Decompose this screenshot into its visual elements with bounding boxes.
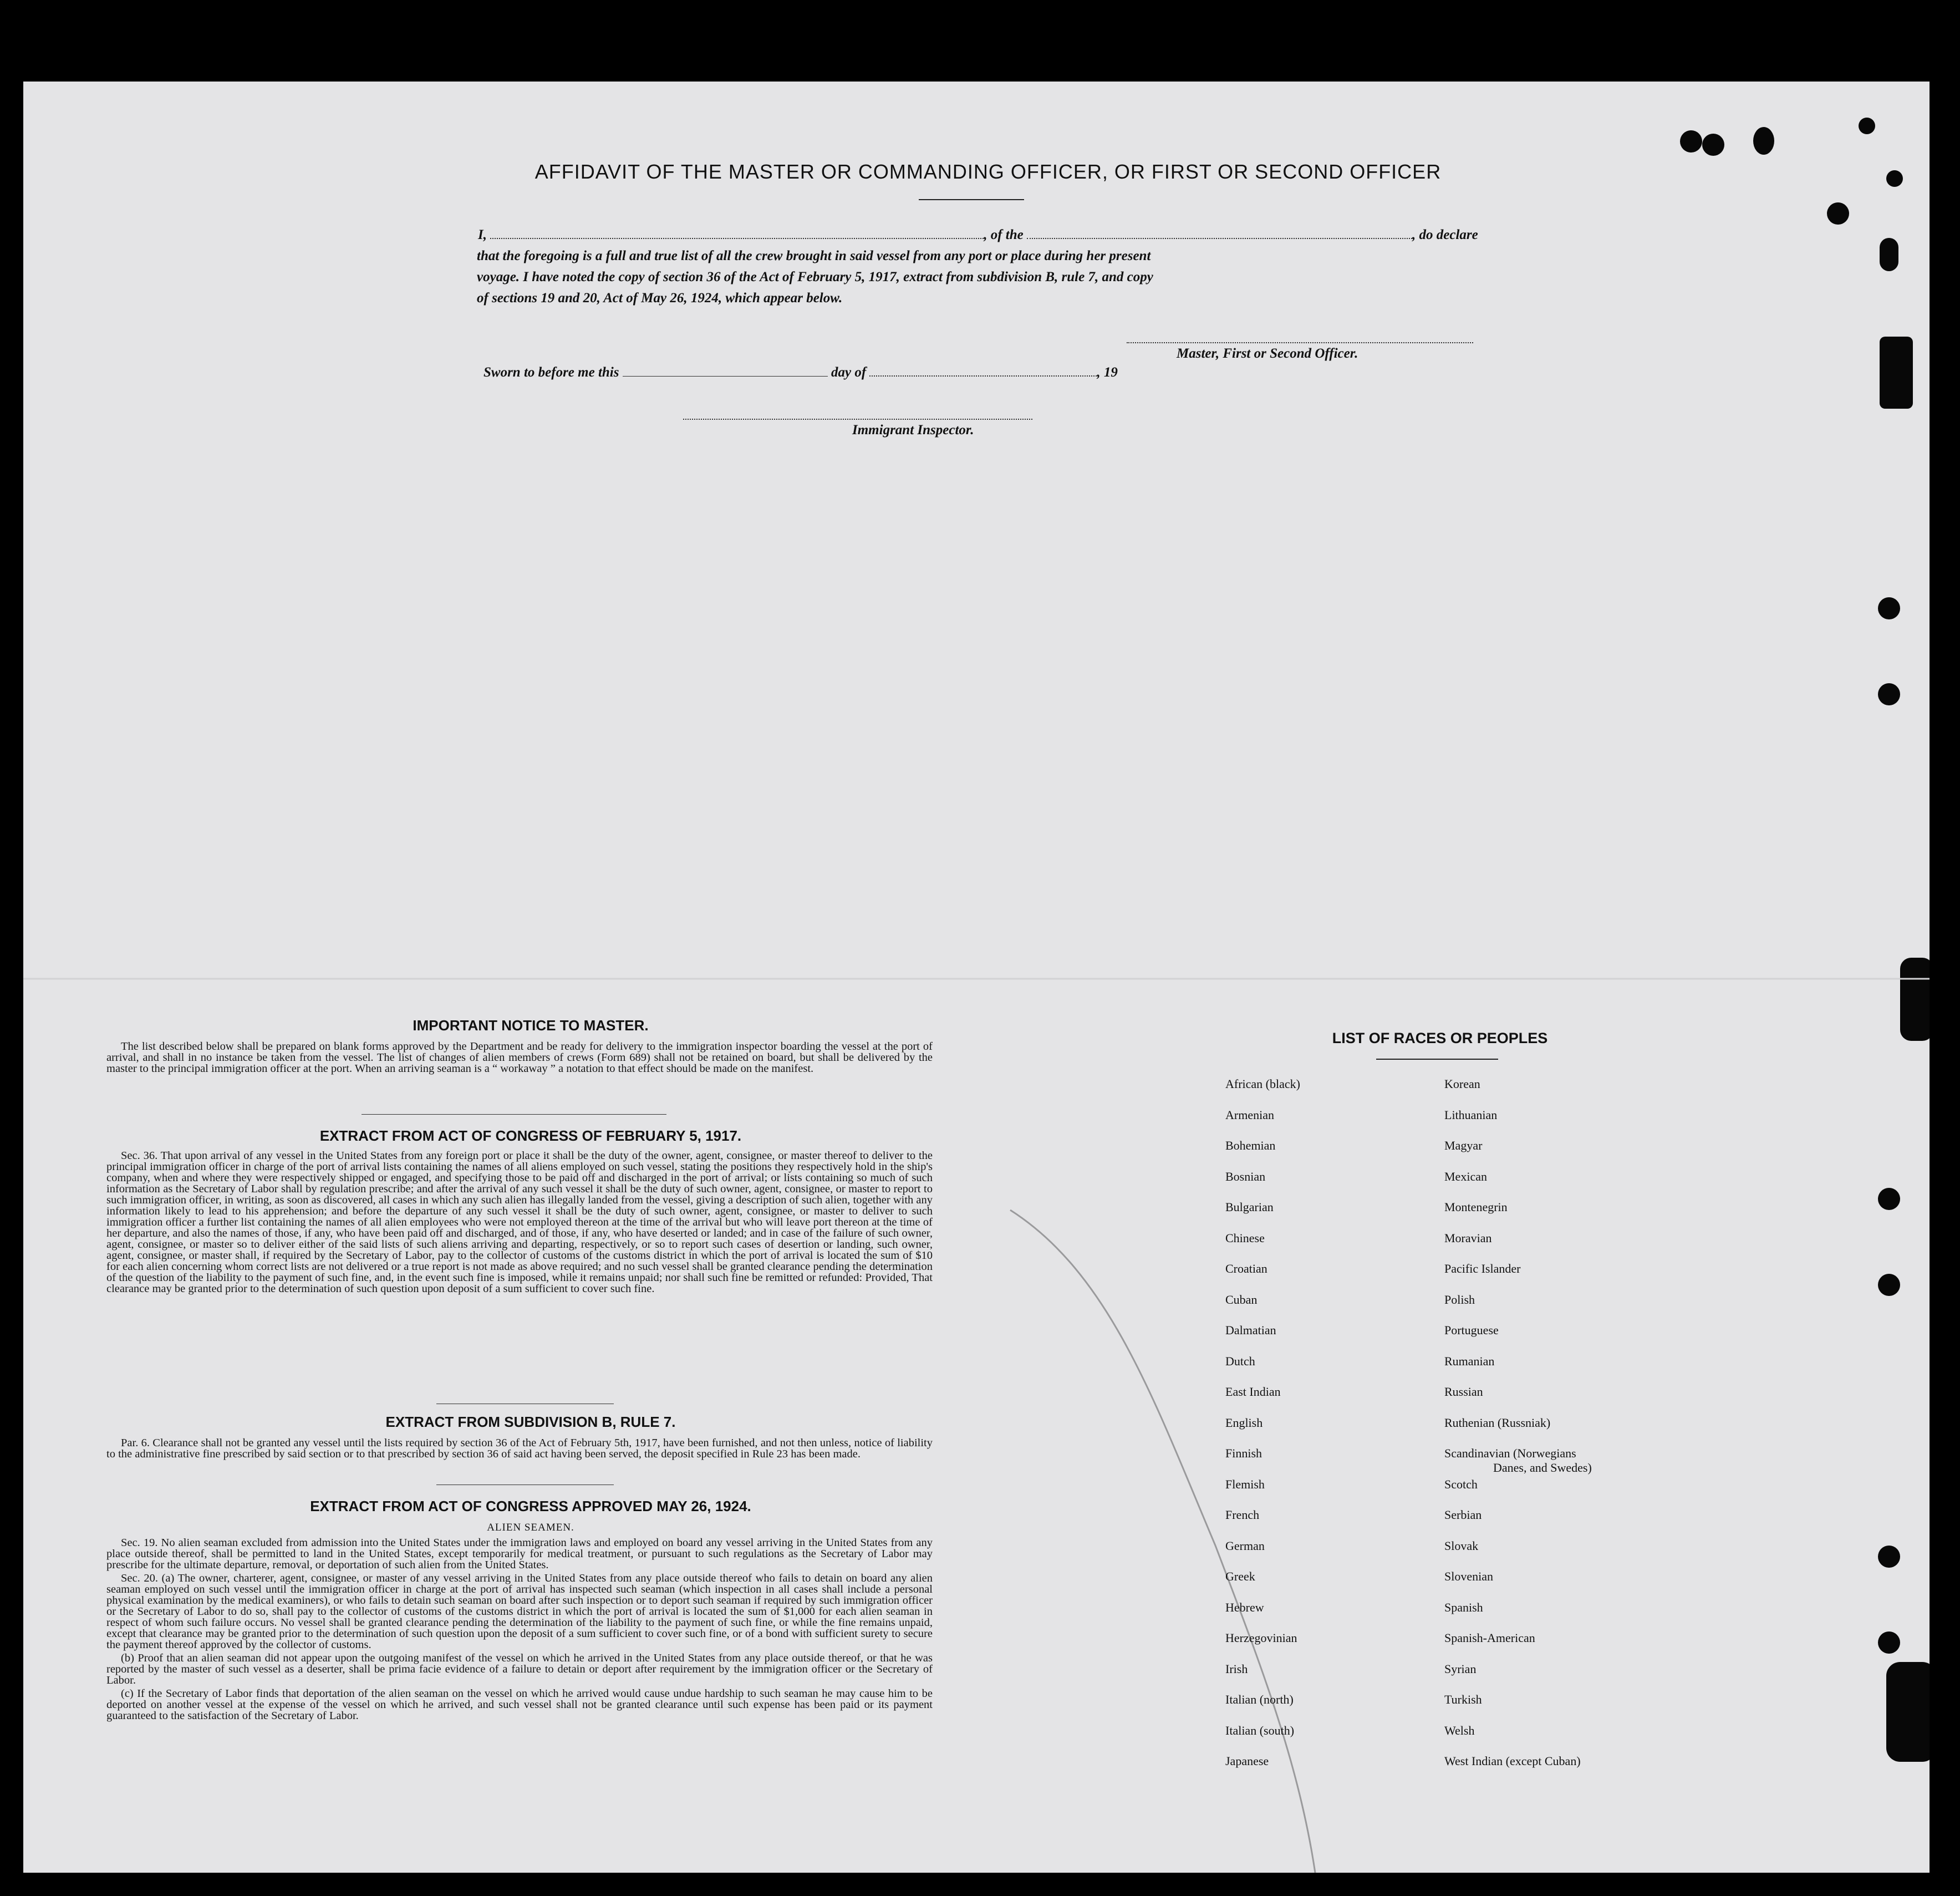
race-item: Cuban (1225, 1292, 1258, 1307)
section-36-paragraph: Sec. 36. That upon arrival of any vessel in the United States from any foreign port or place it shall be the duty of the owner, agent, consignee, or master thereof to deliver to the principal immigration officer in charge of the port of arrival lists containing the names of all aliens employed on such vessel, stating the positions they respectively hold in the ship's company, when and where they were respectively shipped or engaged, and specifying those to be paid off and discharged in the port of arrival; or lists containing so much of such information as the Secretary of Labor shall by regulation prescribe; and after the arrival of any such vessel it shall be the duty of such owner, agent, consignee, or master to report to such immigration officer, in writing, as soon as discovered, all cases in which any such alien has illegally landed from the vessel, giving a description of such alien, together with any information likely to lead to his apprehension; and before the departure of any such vessel it shall be the duty of such owner, agent, consignee, or master to deliver to such immigration officer a further list containing the names of all alien employees who were not employed thereon at the time of the arrival but who will leave port thereon at the time of her departure, and also the names of those, if any, who have been paid off and discharged, and of those, if any, who have deserted or landed; and in case of the failure of such owner, agent, consignee, or master so to deliver either of the said lists of such aliens arriving and departing, respectively, or so to report such cases of desertion or landing, such owner, agent, consignee, or master shall, if required by the Secretary of Labor, pay to the collector of customs of the customs district in which the port of arrival is located the sum of $10 for each alien concerning whom correct lists are not delivered or a true report is not made as above required; and no such vessel shall be granted clearance pending the determination of the question of the liability to the payment of such fine, and, in the event such fine is imposed, while it remains unpaid; nor shall such fine be remitted or refunded: Provided, That clearance may be granted prior to the determination of such question upon deposit of a sum sufficient to cover such fine. (106, 1150, 933, 1295)
par-6-paragraph: Par. 6. Clearance shall not be granted any vessel until the lists required by section 36 of the Act of February 5th, 1917, have been furnished, and not then unless, notice of liability to the administrative fine prescribed by said section or to that prescribed by section 36 of said act having been served, the deposit specified in Rule 23 has been made. (106, 1437, 933, 1460)
race-item: Irish (1225, 1661, 1248, 1676)
rule-7-text (106, 1437, 933, 1462)
race-item: Finnish (1225, 1446, 1262, 1460)
race-item: English (1225, 1415, 1263, 1430)
race-item: Italian (south) (1225, 1723, 1295, 1737)
affidavit-line-4: of sections 19 and 20, Act of May 26, 1924, which appear below. (477, 291, 843, 306)
race-item: Bulgarian (1225, 1200, 1274, 1214)
race-item: Montenegrin (1444, 1200, 1508, 1214)
month-field[interactable] (869, 363, 1097, 377)
do-declare-label: , do declare (1412, 227, 1478, 242)
separator (362, 1114, 666, 1115)
race-item: Rumanian (1444, 1354, 1495, 1368)
day-field[interactable] (623, 364, 828, 377)
race-item: Scandinavian (Norwegians Danes, and Swedes) (1444, 1446, 1592, 1475)
race-item: Ruthenian (Russniak) (1444, 1415, 1551, 1430)
sec-19-paragraph: Sec. 19. No alien seaman excluded from admission into the United States under the immigration laws and employed on board any vessel arriving in the United States from any place outside thereof, shall be permitted to land in the United States, except temporarily for medical treatment, or pursuant to such regulations as the Secretary of Labor may prescribe for the ultimate departure, removal, or deportation of such alien from the United States. (106, 1537, 933, 1571)
race-item: Flemish (1225, 1477, 1265, 1491)
notice-text (106, 1041, 933, 1076)
rule-7-title: EXTRACT FROM SUBDIVISION B, RULE 7. (385, 1414, 676, 1430)
inspector-signature-label: Immigrant Inspector. (852, 423, 974, 438)
race-item: Greek (1225, 1569, 1255, 1583)
extract-1917-title: EXTRACT FROM ACT OF CONGRESS OF FEBRUARY 5, 1917. (319, 1127, 742, 1144)
affidavit-line-1 (478, 225, 1518, 246)
race-item: Bosnian (1225, 1169, 1266, 1183)
race-item: Scotch (1444, 1477, 1478, 1491)
race-item: Croatian (1225, 1262, 1267, 1275)
races-rule (1376, 1059, 1498, 1060)
race-item: Slovak (1444, 1538, 1479, 1553)
race-item: Lithuanian (1444, 1107, 1498, 1122)
races-column-1 (1225, 1077, 1300, 1785)
extract-1924-text (106, 1537, 933, 1724)
sec-20a-paragraph: Sec. 20. (a) The owner, charterer, agent, consignee, or master of any vessel arriving in the United States from any place outside thereof who fails to detain on board any alien seaman employed on such vessel until the immigration officer in charge at the port of arrival has inspected such seaman (which inspection in all cases shall include a personal physical examination by the medical examiners), or who fails to detain such seaman on board after such inspection or to deport such seaman if required by such immigration officer or the Secretary of Labor to do so, shall pay to the collector of customs of the customs district in which the port of arrival is located the sum of $1,000 for each alien seaman in respect of whom such failure occurs. No vessel shall be granted clearance pending the determination of the liability to the payment of such fine, or while the fine remains unpaid, except that clearance may be granted prior to the determination of such question upon the deposit of a sum sufficient to cover such fine, or of a bond with sufficient surety to secure the payment thereof approved by the collector of customs. (106, 1572, 933, 1651)
race-item: Bohemian (1225, 1138, 1276, 1152)
races-column-2 (1444, 1077, 1592, 1785)
race-item: Mexican (1444, 1169, 1487, 1183)
notice-title: IMPORTANT NOTICE TO MASTER. (413, 1017, 649, 1034)
race-item: Polish (1444, 1292, 1475, 1307)
affidavit-title: AFFIDAVIT OF THE MASTER OR COMMANDING OFFICER, OR FIRST OR SECOND OFFICER (534, 160, 1442, 183)
race-item: East Indian (1225, 1385, 1281, 1399)
race-item: Welsh (1444, 1723, 1475, 1737)
title-rule (919, 199, 1024, 200)
race-item: Syrian (1444, 1661, 1477, 1676)
race-item: Magyar (1444, 1138, 1483, 1152)
extract-1917-text (106, 1150, 933, 1297)
race-item: Serbian (1444, 1508, 1482, 1522)
race-item: Dalmatian (1225, 1323, 1276, 1337)
race-item: Herzegovinian (1225, 1631, 1297, 1645)
race-item: Pacific Islander (1444, 1262, 1521, 1275)
document-page (23, 82, 1930, 1873)
inspector-signature-line[interactable] (683, 419, 1032, 420)
race-item: Spanish (1444, 1600, 1483, 1614)
race-item: African (black) (1225, 1077, 1300, 1091)
sworn-line (483, 362, 1118, 383)
race-item: Dutch (1225, 1354, 1255, 1368)
race-item: Japanese (1225, 1754, 1269, 1768)
day-of-label: day of (831, 365, 867, 380)
race-item: Moravian (1444, 1231, 1492, 1245)
race-item: Turkish (1444, 1692, 1482, 1706)
alien-seamen-subtitle: ALIEN SEAMEN. (487, 1522, 574, 1533)
race-item: Hebrew (1225, 1600, 1264, 1614)
race-item: Italian (north) (1225, 1692, 1294, 1706)
of-the-label: , of the (984, 227, 1024, 242)
extract-1924-title: EXTRACT FROM ACT OF CONGRESS APPROVED MAY 26, 1924. (310, 1498, 751, 1514)
races-title: LIST OF RACES OR PEOPLES (1332, 1030, 1548, 1046)
notice-paragraph: The list described below shall be prepared on blank forms approved by the Department and be ready for delivery to the immigration inspector boarding the vessel at the port of arrival, and shall in no instance be taken from the vessel. The list of changes of alien members of crews (Form 689) shall not be retained on board, but shall be delivered by the master to the principal immigration officer at the port. When an arriving seaman is a “ workaway ” a notation to that effect should be made on the manifest. (106, 1040, 933, 1075)
race-item: French (1225, 1508, 1260, 1522)
race-item: German (1225, 1538, 1265, 1553)
race-item: Portuguese (1444, 1323, 1499, 1337)
master-signature-label: Master, First or Second Officer. (1177, 346, 1358, 361)
sec-20b-paragraph: (b) Proof that an alien seaman did not appear upon the outgoing manifest of the vessel on which he arrived in the United States from any place outside thereof, or that he was reported by the master of such vessel as a deserter, shall be prima facie evidence of a failure to detain or deport after requirement by the immigration officer or the Secretary of Labor. (106, 1652, 933, 1686)
master-signature-line[interactable] (1127, 342, 1473, 343)
i-label: I, (478, 227, 487, 242)
race-item: Korean (1444, 1077, 1480, 1091)
vessel-field[interactable] (1027, 226, 1412, 239)
race-item: Armenian (1225, 1107, 1274, 1122)
race-item: Russian (1444, 1385, 1483, 1399)
race-item: Chinese (1225, 1231, 1265, 1245)
affidavit-line-3: voyage. I have noted the copy of section 36 of the Act of February 5, 1917, extract from subdivision B, rule 7, and copy (477, 270, 1153, 284)
race-item: Slovenian (1444, 1569, 1493, 1583)
sworn-label: Sworn to before me this (483, 365, 619, 380)
affidavit-line-2: that the foregoing is a full and true list of all the crew brought in said vessel from any port or place during her present (477, 248, 1151, 263)
sec-20c-paragraph: (c) If the Secretary of Labor finds that deportation of the alien seaman on the vessel on which he arrived would cause undue hardship to such seaman he may cause him to be deported on another vessel at the expense of the vessel on which he arrived, and such vessel shall not be granted clearance until such expense has been paid or its payment guaranteed to the satisfaction of the Secretary of Labor. (106, 1687, 933, 1722)
name-field[interactable] (490, 226, 984, 239)
year-label: , 19 (1097, 365, 1118, 380)
race-item: Spanish-American (1444, 1631, 1535, 1645)
race-item: West Indian (except Cuban) (1444, 1754, 1581, 1768)
